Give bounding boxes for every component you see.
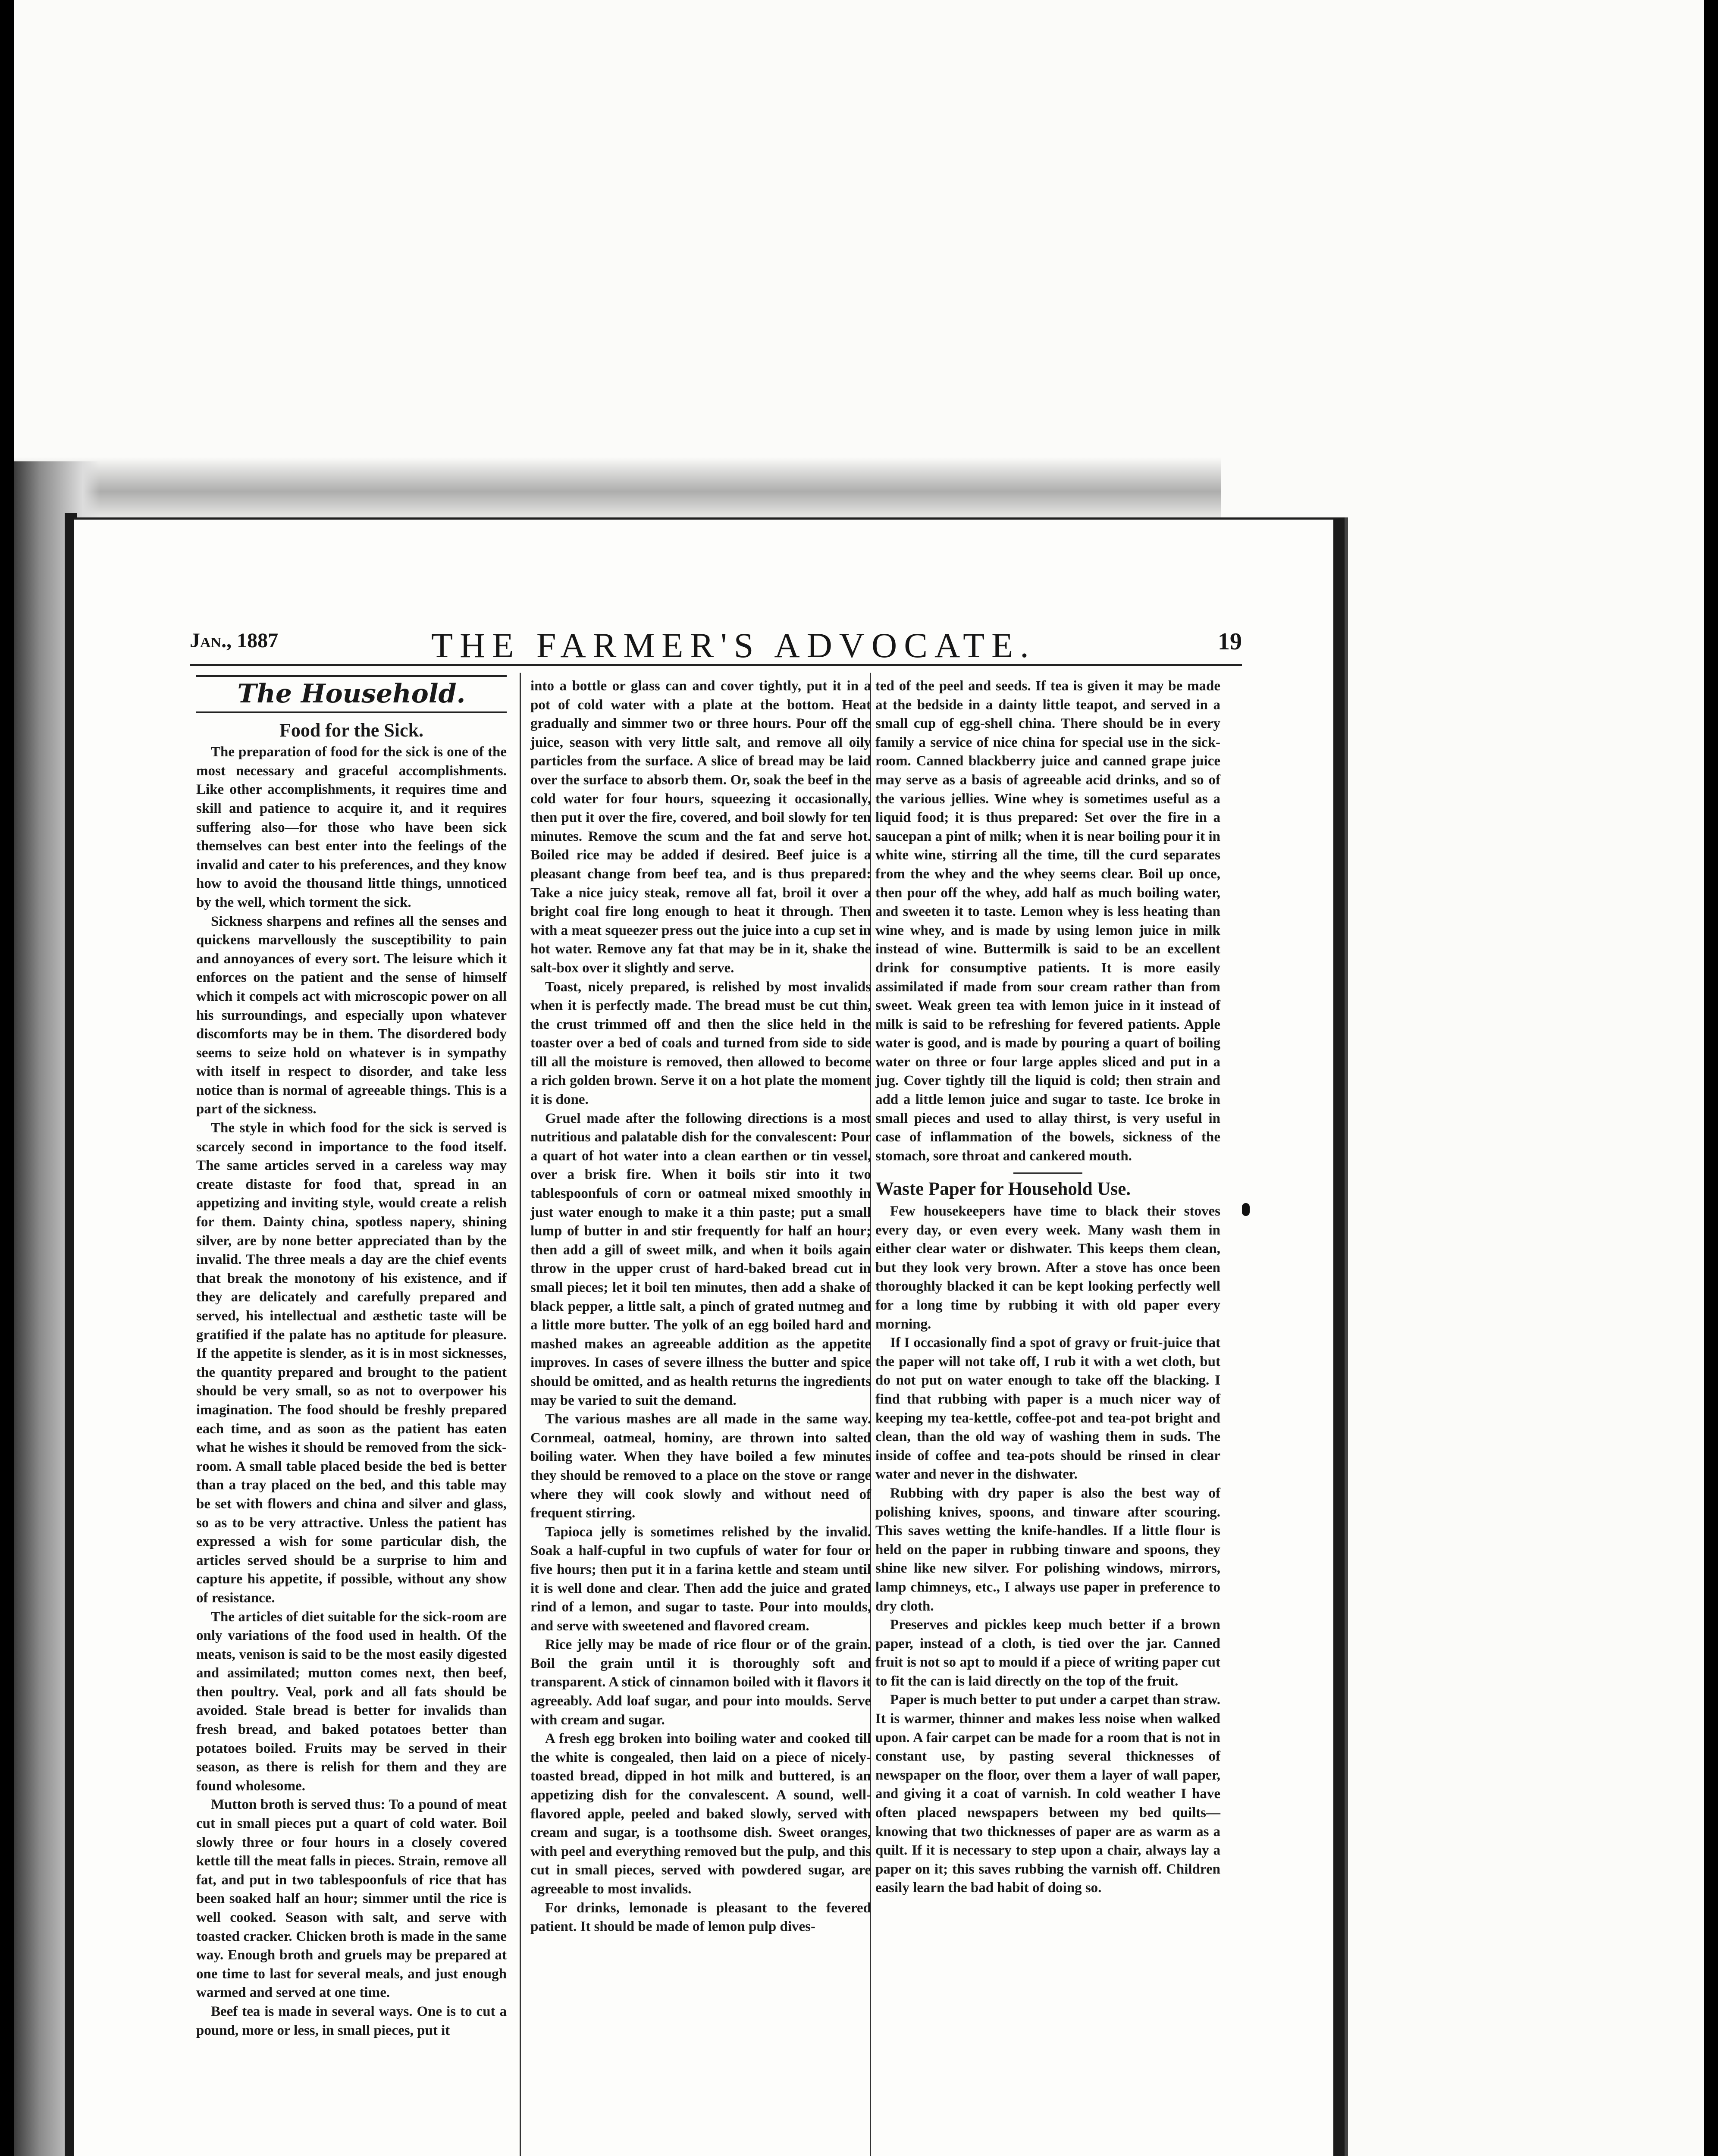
article-heading: Waste Paper for Household Use. xyxy=(875,1179,1131,1200)
scan-mark xyxy=(1242,1203,1250,1216)
masthead-title: THE FARMER'S ADVOCATE. xyxy=(431,626,1036,665)
paragraph: Rice jelly may be made of rice flour or of the grain. Boil the grain until it is thoroughly soft and transparent. A stick of cinnamon boiled with it flavors it agreeably. Add loaf sugar, and pour into moulds. Serve with cream and sugar. xyxy=(530,1637,871,1728)
header-rule xyxy=(190,664,1242,666)
paragraph: Paper is much better to put under a carpet than straw. It is warmer, thinner and makes less noise when walked upon. A fair carpet can be made for a room that is not in constant use, by pasting several thicknesses of newspaper on the floor, over them a layer of wall paper, and giving it a coat of varnish. In cold weather I have often placed newspapers between my bed quilts—knowing that two thicknesses of paper are as warm as a quilt. If it is necessary to step upon a chair, always lay a paper on it; this saves rubbing the varnish off. Children easily learn the bad habit of doing so. xyxy=(875,1692,1220,1896)
paragraph: ted of the peel and seeds. If tea is given it may be made at the bedside in a dainty little teapot, and served in a small cup of egg-shell china. There should be in every family a service of nice china for special use in the sick-room. Canned blackberry juice and canned grape juice may serve as a basis of agreeable acid drinks, and so of the various jellies. Wine whey is sometimes useful as a liquid food; it is thus prepared: Set over the fire in a saucepan a pint of milk; when it is near boiling pour it in white wine, stirring all the time, till the curd separates from the whey and the whey seems clear. Boil up once, then pour off the whey, add half as much boiling water, and sweeten it to taste. Lemon whey is less heating than wine whey, and is made by using lemon juice in milk instead of wine. Buttermilk is said to be an excellent drink for consumptive patients. It is more easily assimilated if made from sour cream rather than from sweet. Weak green tea with lemon juice in it instead of milk is said to be refreshing for fevered patients. Apple water is good, and is made by pouring a quart of boiling water on three or four large apples sliced and put in a jug. Cover tightly till the liquid is cold; then strain and add a little lemon juice and sugar to taste. Ice broke in small pieces and used to allay thirst, is very useful in case of inflammation of the bowels, sickness of the stomach, sore throat and cankered mouth. xyxy=(875,678,1220,1164)
paragraph: The various mashes are all made in the same way. Cornmeal, oatmeal, hominy, are thrown into salted boiling water. When they have boiled a few minutes they should be removed to a place on the stove or range where they will cook slowly and without need of frequent stirring. xyxy=(530,1411,871,1521)
scan-shadow-top xyxy=(14,457,1221,526)
paragraph: If I occasionally find a spot of gravy or fruit-juice that the paper will not take off, I rub it with a wet cloth, but do not put on water enough to take off the blacking. I find that rubbing with paper is a much nicer way of keeping my tea-kettle, coffee-pot and tea-pot bright and clean, than the old way of washing them in suds. The inside of coffee and tea-pots should be rinsed in clear water and never in the dishwater. xyxy=(875,1335,1220,1482)
paragraph: Beef tea is made in several ways. One is to cut a pound, more or less, in small pieces, put it xyxy=(196,2003,507,2038)
paragraph: Toast, nicely prepared, is relished by most invalids when it is perfectly made. The bread must be cut thin, the crust trimmed off and then the slice held in the toaster over a bed of coals and turned from side to side till all the moisture is removed, then allowed to become a rich golden brown. Serve it on a hot plate the moment it is done. xyxy=(530,979,871,1108)
paragraph: Rubbing with dry paper is also the best way of polishing knives, spoons, and tinware after scouring. This saves wetting the knife-handles. If a little flour is held on the paper in rubbing tinware and spoons, they shine like new silver. For polishing windows, mirrors, lamp chimneys, etc., I always use paper in preference to dry cloth. xyxy=(875,1485,1220,1614)
column-3 xyxy=(875,677,1220,1898)
issue-date: Jan., 1887 xyxy=(190,629,279,652)
paragraph: The articles of diet suitable for the sick-room are only variations of the food used in health. Of the meats, venison is said to be the most easily digested and assimilated; mutton comes next, then beef, then poultry. Veal, pork and all fats should be avoided. Stale bread is better for invalids than fresh bread, and baked potatoes better than potatoes boiled. Fruits may be served in their season, as there is relish for them and they are found wholesome. xyxy=(196,1609,507,1794)
paragraph: Sickness sharpens and refines all the senses and quickens marvellously the susceptibility to pain and annoyances of every sort. The leisure which it enforces on the patient and the sense of himself which it compels act with microscopic power on all his surroundings, and especially upon whatever discomforts may be in them. The disordered body seems to seize hold on whatever is in sympathy with itself in respect to disorder, and take less notice than is normal of agreeable things. This is a part of the sickness. xyxy=(196,913,507,1117)
section-title: The Household. xyxy=(237,679,466,709)
paragraph: A fresh egg broken into boiling water and cooked till the white is congealed, then laid on a piece of nicely-toasted bread, dipped in hot milk and buttered, is an appetizing dish for the convalescent. A sound, well-flavored apple, peeled and baked slowly, served with cream and sugar, is a toothsome dish. Sweet oranges, with peel and everything removed but the pulp, and this cut in small pieces, served with powdered sugar, are agreeable to most invalids. xyxy=(530,1731,871,1897)
paragraph: into a bottle or glass can and cover tightly, put it in a pot of cold water with a plate at the bottom. Heat gradually and simmer two or three hours. Pour off the juice, season with very little salt, and remove all oily particles from the surface. A slice of bread may be laid over the surface to absorb them. Or, soak the beef in the cold water for four hours, squeezing it occasionally, then put it over the fire, covered, and boil slowly for ten minutes. Remove the scum and the fat and serve hot. Boiled rice may be added if desired. Beef juice is a pleasant change from beef tea, and is thus prepared: Take a nice juicy steak, remove all fat, broil it over a bright coal fire long enough to heat it through. Then with a meat squeezer press out the juice into a cup set in hot water. Remove any fat that may be in it, shake the salt-box over it slightly and serve. xyxy=(530,678,871,976)
paragraph: For drinks, lemonade is pleasant to the fevered patient. It should be made of lemon pulp dives- xyxy=(530,1900,871,1935)
section-rule xyxy=(196,711,507,713)
page-header xyxy=(190,625,1242,665)
paragraph: Tapioca jelly is sometimes relished by the invalid. Soak a half-cupful in two cupfuls of water for four or five hours; then put it in a farina kettle and steam until it is well done and clear. Then add the juice and grated rind of a lemon, and sugar to taste. Pour into moulds, and serve with sweetened and flavored cream. xyxy=(530,1524,871,1634)
article-heading: Food for the Sick. xyxy=(279,719,424,741)
paragraph: The style in which food for the sick is served is scarcely second in importance to the food itself. The same articles served in a careless way may create distaste for food that, spread in an appetizing and inviting style, would create a relish for them. Dainty china, spotless napery, shining silver, are by none better appreciated than by the invalid. The three meals a day are the chief events that break the monotony of his existence, and if they are delicately and carefully prepared and served, his intellectual and æsthetic taste will be gratified if the palate has no aptitude for pleasure. If the appetite is slender, as it is in most sicknesses, the quantity prepared and brought to the patient should be very small, so as not to overpower his imagination. The food should be freshly prepared each time, and as soon as the patient has eaten what he wishes it should be removed from the sick-room. A small table placed beside the bed is better than a tray placed on the bed, and this table may be set with flowers and china and silver and glass, so as to be very attractive. Unless the patient has expressed a wish for some particular dish, the articles served should be a surprise to him and capture his appetite, if possible, without any show of resistance. xyxy=(196,1120,507,1606)
paragraph: Preserves and pickles keep much better if a brown paper, instead of a cloth, is tied over the jar. Canned fruit is not so apt to mould if a piece of writing paper cut to fit the can is laid directly on the top of the fruit. xyxy=(875,1617,1220,1689)
page-number: 19 xyxy=(1218,628,1242,655)
column-rule xyxy=(520,673,521,2156)
column-2 xyxy=(530,677,871,1937)
paragraph: Mutton broth is served thus: To a pound of meat cut in small pieces put a quart of cold water. Boil slowly three or four hours in a closely covered kettle till the meat falls in pieces. Strain, remove all fat, and put in two tablespoonfuls of rice that has been soaked half an hour; simmer until the rice is well cooked. Season with salt, and serve with toasted cracker. Chicken broth is made in the same way. Enough broth and gruels may be prepared at one time to last for several meals, and just enough warmed and served at one time. xyxy=(196,1797,507,2001)
column-1 xyxy=(196,677,507,2040)
section-rule xyxy=(196,675,507,677)
paragraph: Gruel made after the following directions is a most nutritious and palatable dish for the convalescent: Pour a quart of hot water into a clean earthen or tin vessel, over a brisk fire. When it boils stir into it two tablespoonfuls of corn or oatmeal mixed smoothly in just water enough to make it a thin paste; put a small lump of butter in and stir frequently for half an hour; then add a gill of sweet milk, and when it boils again throw in the upper crust of hard-baked bread cut in small pieces; let it boil ten minutes, then add a shake of black pepper, a little salt, a pinch of grated nutmeg and a little more butter. The yolk of an egg boiled hard and mashed makes an agreeable addition as the appetite improves. In cases of severe illness the butter and spice should be omitted, and as health returns the ingredients may be varied to suit the demand. xyxy=(530,1110,871,1408)
paragraph: The preparation of food for the sick is one of the most necessary and graceful accomplishments. Like other accomplishments, it requires time and skill and patience to acquire it, and it requires suffering also—for those who have been sick themselves can best enter into the feelings of the invalid and cater to his preferences, and they know how to avoid the thousand little things, unnoticed by the well, which torment the sick. xyxy=(196,744,507,910)
paragraph: Few housekeepers have time to black their stoves every day, or even every week. Many wash them in either clear water or dishwater. This keeps them clean, but they look very brown. After a stove has once been thoroughly blacked it can be kept looking perfectly well for a long time by rubbing it with old paper every morning. xyxy=(875,1203,1220,1332)
article-separator xyxy=(1013,1172,1082,1174)
